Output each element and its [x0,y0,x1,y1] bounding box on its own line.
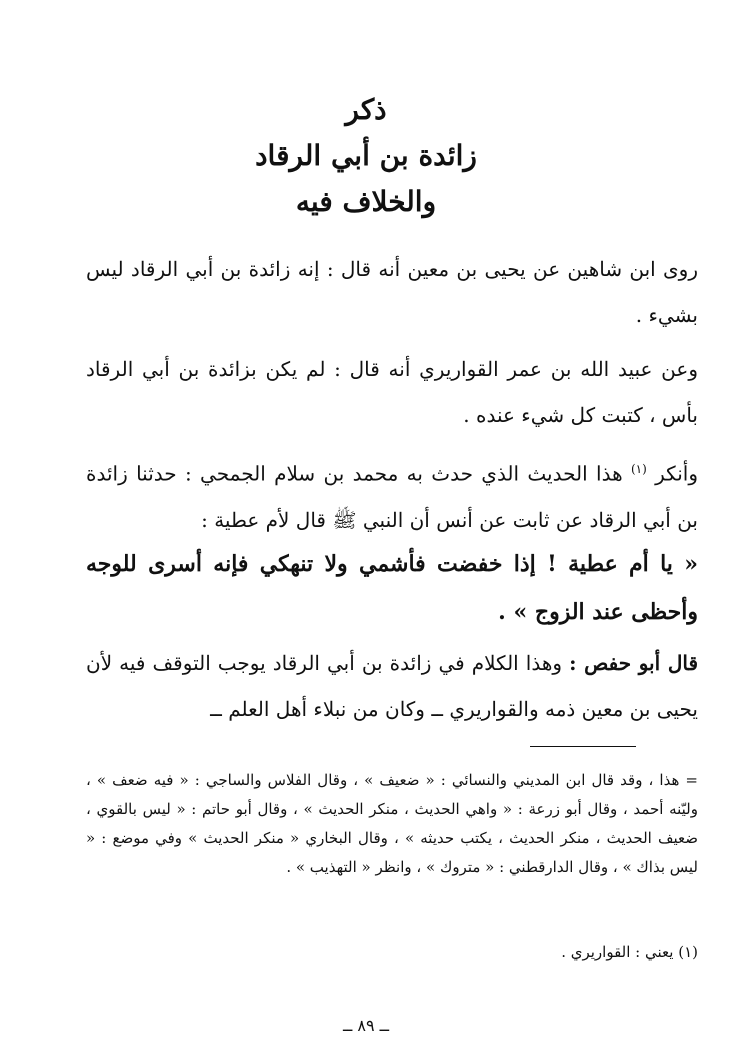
section-heading-line-1: ذكر [345,93,387,126]
section-heading-line-2: زائدة بن أبي الرقاد [255,139,477,172]
page-number: ــ ٨٩ ــ [342,1016,390,1035]
paragraph-abu-hafs [86,640,698,732]
hadith-quote: « يا أم عطية ! إذا خفضت فأشمي ولا تنهكي فإنه أسرى للوجه وأحظى عند الزوج » . [86,551,698,625]
abu-hafs-lead: قال أبو حفص : [569,651,699,675]
footnote-separator [530,746,636,747]
paragraph-ibn-shahin: روى ابن شاهين عن يحيى بن معين أنه قال : إنه زائدة بن أبي الرقاد ليس بشيء . [86,257,698,327]
footnote-1: (١) يعني : القواريري . [561,943,698,961]
paragraph-qawariri: وعن عبيد الله بن عمر القواريري أنه قال : لم يكن بزائدة بن أبي الرقاد بأس ، كتبت كل شيء عنده . [86,357,698,427]
paragraph-hadith-intro [86,446,698,543]
section-heading-line-3: والخلاف فيه [295,185,437,218]
paragraph-hadith-intro-rest: هذا الحديث الذي حدث به محمد بن سلام الجمحي : حدثنا زائدة بن أبي الرقاد عن ثابت عن أنس أن النبي ﷺ قال لأم عطية : [86,461,698,532]
footnote-continuation: = هذا ، وقد قال ابن المديني والنسائي : « ضعيف » ، وقال الفلاس والساجي : « فيه ضعف » ، وليّنه أحمد ، وقال أبو زرعة : « واهي الحديث ، منكر الحديث » ، وقال أبو حاتم : « ليس بالقوي ، ضعيف الحديث ، منكر الحديث ، يكتب حديثه » ، وقال البخاري « منكر الحديث » وفي موضع : « ليس بذاك » ، وقال الدارقطني : « متروك » ، وانظر « التهذيب » . [86,771,698,876]
abu-hafs-text: وهذا الكلام في زائدة بن أبي الرقاد يوجب التوقف فيه لأن يحيى بن معين ذمه والقواريري ــ وكان من نبلاء أهل العلم ــ [86,651,698,721]
footnote-reference-1: (١) [630,462,647,476]
paragraph-hadith-intro-start: وأنكر [655,461,699,486]
